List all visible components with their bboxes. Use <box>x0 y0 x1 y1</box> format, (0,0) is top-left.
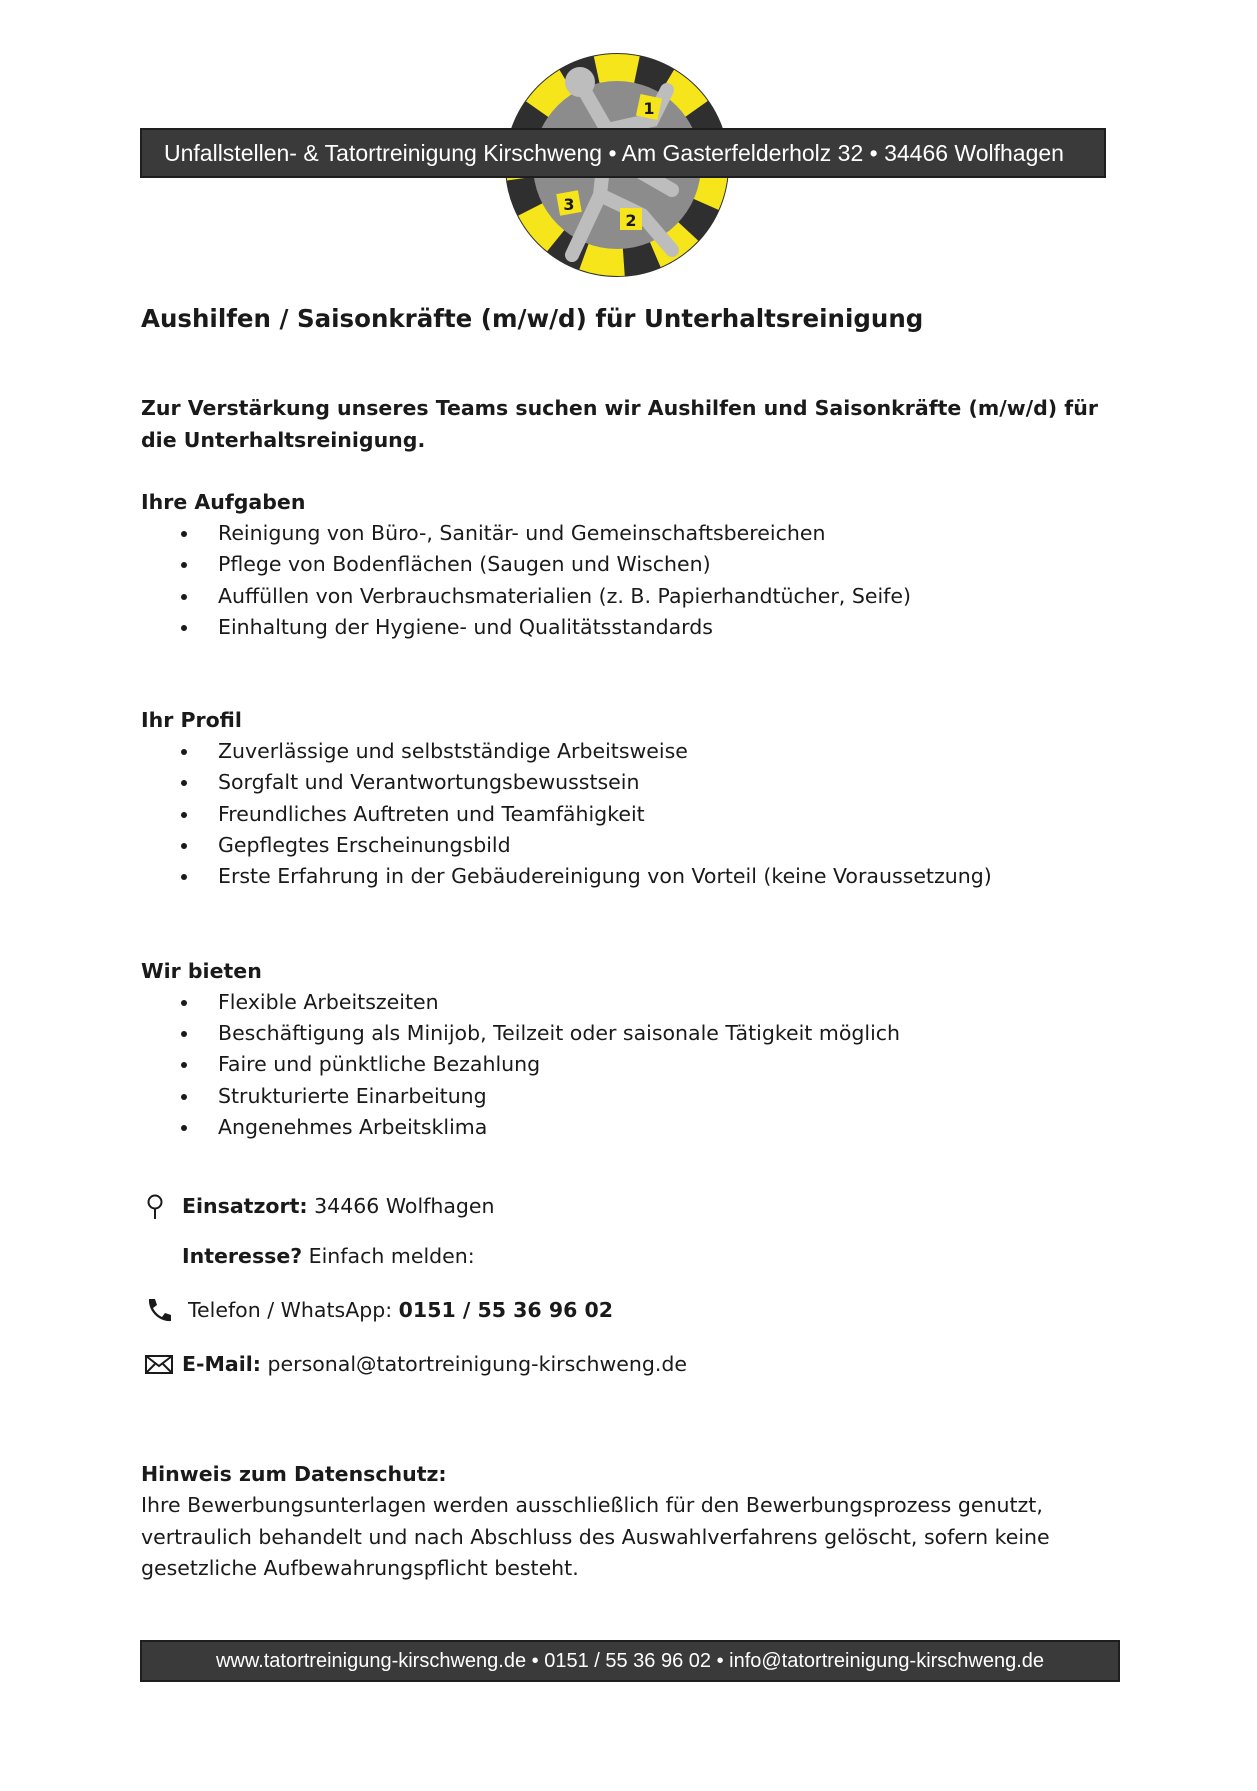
list-item: Sorgfalt und Verantwortungsbewusstsein <box>141 767 1121 798</box>
list-item: Pflege von Bodenflächen (Saugen und Wischen) <box>141 549 1121 580</box>
list-item: Faire und pünktliche Bezahlung <box>141 1049 1121 1080</box>
contact-email <box>141 1349 1121 1379</box>
contact-interest <box>141 1241 1121 1271</box>
list-item: Einhaltung der Hygiene- und Qualitätsstandards <box>141 612 1121 643</box>
interest-value: Einfach melden: <box>302 1244 475 1269</box>
list-item: Strukturierte Einarbeitung <box>141 1081 1121 1112</box>
list-item: Freundliches Auftreten und Teamfähigkeit <box>141 799 1121 830</box>
header-bar: Unfallstellen- & Tatortreinigung Kirschweng • Am Gasterfelderholz 32 • 34466 Wolfhagen <box>140 128 1106 178</box>
svg-text:3: 3 <box>563 195 575 214</box>
svg-text:1: 1 <box>643 99 655 118</box>
marker-1 <box>636 94 662 120</box>
list-item: Reinigung von Büro-, Sanitär- und Gemeinschaftsbereichen <box>141 518 1121 549</box>
job-ad-content <box>141 302 1121 1584</box>
marker-2 <box>620 208 642 230</box>
mail-icon <box>145 1354 173 1376</box>
aufgaben-list <box>141 518 1121 643</box>
list-item: Zuverlässige und selbstständige Arbeitsweise <box>141 736 1121 767</box>
profil-list <box>141 736 1121 892</box>
page-title: Aushilfen / Saisonkräfte (m/w/d) für Unterhaltsreinigung <box>141 304 924 333</box>
section-profil <box>141 705 1121 892</box>
section-heading-aufgaben: Ihre Aufgaben <box>141 490 306 514</box>
email-address[interactable]: personal@tatortreinigung-kirschweng.de <box>261 1352 688 1377</box>
privacy-heading: Hinweis zum Datenschutz: <box>141 1462 447 1487</box>
list-item: Gepflegtes Erscheinungsbild <box>141 830 1121 861</box>
privacy-text: Ihre Bewerbungsunterlagen werden ausschließlich für den Bewerbungsprozess genutzt, vertraulich behandelt und nach Abschluss des Auswahlverfahrens gelöscht, sofern keine gesetzliche Aufbewahrungspflicht besteht. <box>141 1493 1050 1581</box>
phone-number[interactable]: 0151 / 55 36 96 02 <box>398 1298 614 1323</box>
marker-3 <box>556 190 581 215</box>
intro-text: Zur Verstärkung unseres Teams suchen wir Aushilfen und Saisonkräfte (m/w/d) für die Unterhaltsreinigung. <box>141 396 1098 452</box>
phone-label: Telefon / WhatsApp: <box>188 1298 399 1323</box>
bieten-list <box>141 987 1121 1143</box>
section-heading-bieten: Wir bieten <box>141 958 262 983</box>
contact-phone <box>141 1295 1121 1325</box>
interest-label: Interesse? <box>182 1244 303 1269</box>
location-value: 34466 Wolfhagen <box>307 1194 495 1219</box>
list-item: Erste Erfahrung in der Gebäudereinigung von Vorteil (keine Voraussetzung) <box>141 861 1121 892</box>
email-label: E-Mail: <box>182 1352 261 1377</box>
list-item: Beschäftigung als Minijob, Teilzeit oder saisonale Tätigkeit möglich <box>141 1018 1121 1049</box>
list-item: Angenehmes Arbeitsklima <box>141 1112 1121 1143</box>
section-aufgaben <box>141 487 1121 643</box>
footer-bar: www.tatortreinigung-kirschweng.de • 0151 / 55 36 96 02 • info@tatortreinigung-kirschweng.de <box>140 1640 1120 1682</box>
list-item: Auffüllen von Verbrauchsmaterialien (z. B. Papierhandtücher, Seife) <box>141 581 1121 612</box>
phone-icon <box>145 1297 173 1323</box>
contact-location <box>141 1191 1121 1221</box>
list-item: Flexible Arbeitszeiten <box>141 987 1121 1018</box>
section-heading-profil: Ihr Profil <box>141 708 242 733</box>
location-label: Einsatzort: <box>182 1194 308 1219</box>
privacy-notice <box>141 1459 1121 1584</box>
section-bieten <box>141 956 1121 1143</box>
svg-text:2: 2 <box>625 211 637 230</box>
location-pin-icon <box>145 1193 165 1221</box>
